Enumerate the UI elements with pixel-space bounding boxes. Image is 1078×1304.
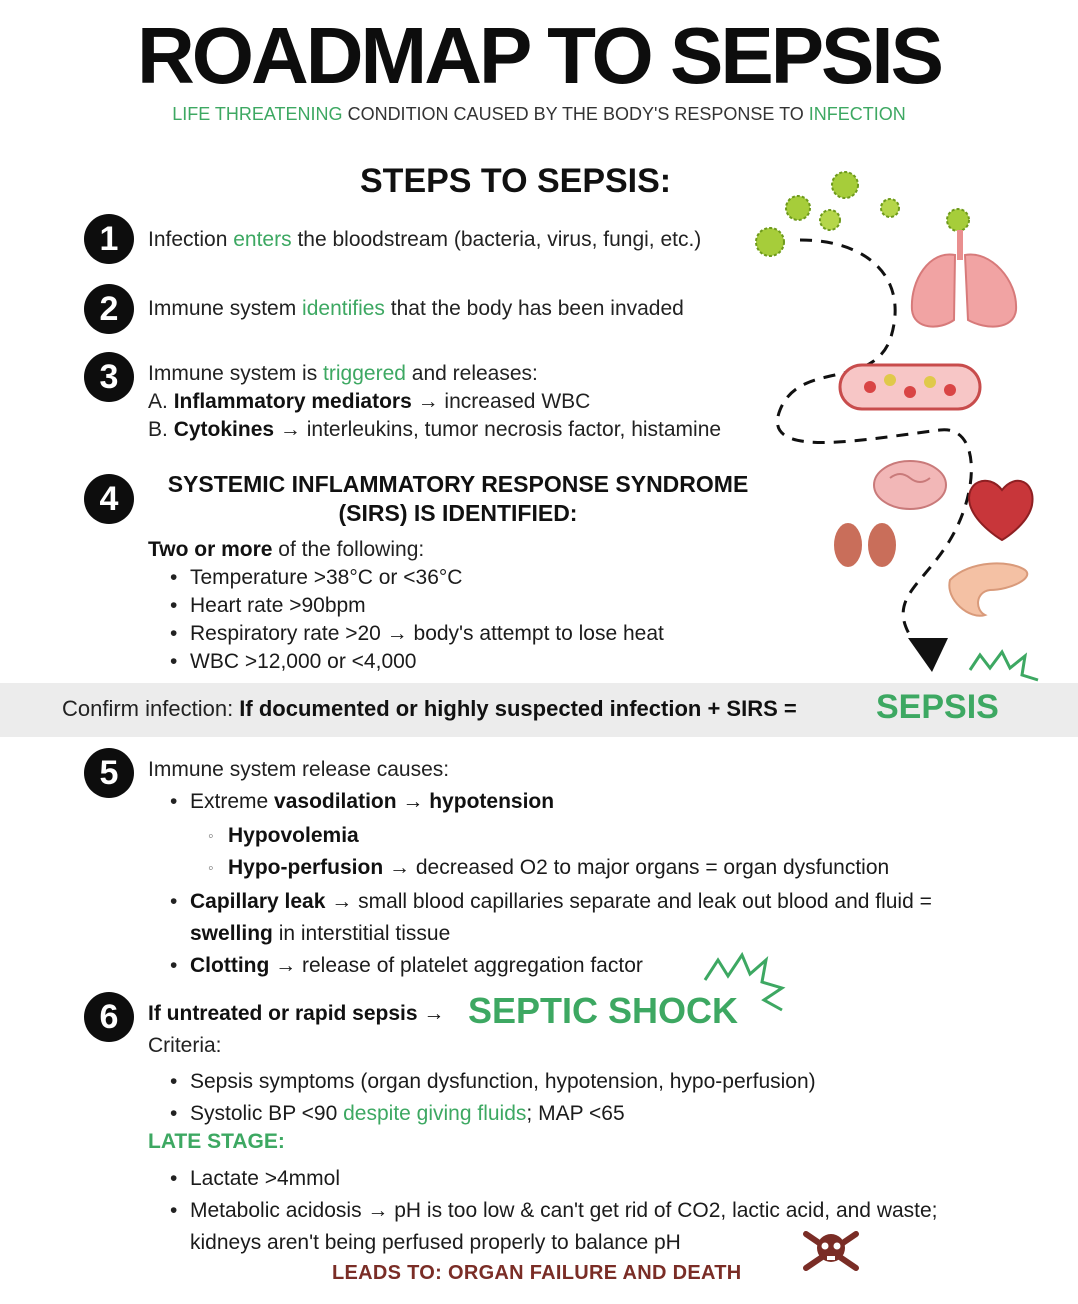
brain-icon xyxy=(874,461,946,509)
list-item: kidneys aren't being perfused properly to balance pH xyxy=(190,1231,681,1254)
step-2-text xyxy=(148,295,684,323)
clotting-bold: Clotting xyxy=(190,954,270,977)
skull-crossbones-icon xyxy=(800,1226,862,1274)
list-item xyxy=(206,820,889,852)
kidneys-icon xyxy=(834,523,896,567)
capillary-leak-bold: Capillary leak xyxy=(190,890,326,913)
sirs-heading-line-1: SYSTEMIC INFLAMMATORY RESPONSE SYNDROME xyxy=(167,471,749,497)
step-6-arrow: → xyxy=(417,1002,445,1025)
step-1-part-b: the bloodstream (bacteria, virus, fungi, etc.) xyxy=(291,228,702,251)
step-3-line-a xyxy=(148,388,590,416)
step-3-text xyxy=(148,360,538,388)
systolic-b: ; MAP <65 xyxy=(526,1102,625,1125)
step-3-line-b-bold: Cytokines xyxy=(173,418,275,441)
step-3-part-a: Immune system is xyxy=(148,362,324,385)
confirm-bold: If documented or highly suspected infection + SIRS = xyxy=(239,696,797,721)
step-3-badge: 3 xyxy=(84,352,134,402)
list-item xyxy=(168,788,554,816)
clotting-rest: → release of platelet aggregation factor xyxy=(269,954,643,977)
list-item xyxy=(168,950,932,982)
step-3-line-b-prefix: B. xyxy=(148,418,174,441)
lungs-icon xyxy=(912,230,1016,327)
list-item: • Sepsis symptoms (organ dysfunction, hypotension, hypo-perfusion) xyxy=(168,1066,816,1098)
list-item: • Metabolic acidosis → pH is too low & can't get rid of CO2, lactic acid, and waste; xyxy=(168,1195,938,1227)
step-4-badge: 4 xyxy=(84,474,134,524)
vasodilation-bold: vasodilation xyxy=(274,790,397,813)
step-1-text xyxy=(148,226,701,254)
criteria-list xyxy=(168,1066,816,1130)
step-5-intro: Immune system release causes: xyxy=(148,758,450,781)
hypo-perfusion-bold: Hypo-perfusion xyxy=(228,856,384,879)
hypotension-bold: hypotension xyxy=(429,790,555,813)
step-3-highlight: triggered xyxy=(323,362,406,385)
step-3-line-a-rest: → increased WBC xyxy=(411,390,591,413)
step-1-highlight: enters xyxy=(233,228,292,251)
list-item xyxy=(168,886,932,918)
list-item xyxy=(168,918,932,950)
systolic-a: Systolic BP <90 xyxy=(190,1102,344,1125)
sirs-heading-line-2: (SIRS) IS IDENTIFIED: xyxy=(338,500,578,526)
vasodilation-arrow: → xyxy=(396,790,430,813)
virus-icon xyxy=(756,172,969,256)
step-2-part-a: Immune system xyxy=(148,297,303,320)
blood-vessel-icon xyxy=(840,365,980,409)
step-1-part-a: Infection xyxy=(148,228,234,251)
step-5-bullets xyxy=(168,788,554,816)
sepsis-label: SEPSIS xyxy=(876,688,999,726)
swelling-rest: in interstitial tissue xyxy=(272,922,451,945)
step-3-part-b: and releases: xyxy=(405,362,538,385)
sirs-criteria-list xyxy=(168,564,664,676)
page-title: ROADMAP TO SEPSIS xyxy=(137,11,941,100)
list-item: • Temperature >38°C or <36°C xyxy=(168,564,664,592)
late-stage-label: LATE STAGE: xyxy=(148,1130,285,1153)
step-2-highlight: identifies xyxy=(302,297,385,320)
list-item xyxy=(206,852,889,884)
step-5-sub-list xyxy=(206,820,889,884)
list-item: • Lactate >4mmol xyxy=(168,1163,938,1195)
confirm-text xyxy=(62,696,797,722)
swelling-bold: swelling xyxy=(190,922,273,945)
step-3-line-a-prefix: A. xyxy=(148,390,174,413)
hypo-perfusion-rest: → decreased O2 to major organs = organ dysfunction xyxy=(383,856,890,879)
step-3-line-b xyxy=(148,416,721,444)
criteria-label: Criteria: xyxy=(148,1034,222,1057)
shock-burst-icon xyxy=(700,950,790,1020)
illustration-path xyxy=(740,160,1070,720)
step-3-line-a-bold: Inflammatory mediators xyxy=(173,390,412,413)
sirs-intro xyxy=(148,536,424,564)
arrow-head-icon xyxy=(908,638,948,672)
subtitle-highlight-infection: INFECTION xyxy=(808,104,906,124)
list-item xyxy=(168,1098,816,1130)
burst-icon xyxy=(970,652,1038,680)
leads-to-text: LEADS TO: ORGAN FAILURE AND DEATH xyxy=(332,1262,742,1284)
pancreas-icon xyxy=(949,563,1027,615)
sirs-heading xyxy=(148,470,768,528)
hypovolemia: Hypovolemia xyxy=(228,824,359,847)
step-5-badge: 5 xyxy=(84,748,134,798)
step-6-intro-bold: If untreated or rapid sepsis xyxy=(148,1002,418,1025)
step-6-badge: 6 xyxy=(84,992,134,1042)
septic-shock-label: SEPTIC SHOCK xyxy=(468,990,739,1031)
step-3-line-b-rest: → interleukins, tumor necrosis factor, histamine xyxy=(274,418,722,441)
sirs-intro-rest: of the following: xyxy=(272,538,425,561)
systolic-highlight: despite giving fluids xyxy=(343,1102,527,1125)
steps-heading: STEPS TO SEPSIS: xyxy=(360,162,672,200)
capillary-leak-rest: → small blood capillaries separate and leak out blood and fluid = xyxy=(325,890,932,913)
step-5-bullets-2 xyxy=(168,886,932,982)
subtitle xyxy=(0,104,1078,125)
vasodilation-pre: Extreme xyxy=(190,790,275,813)
sirs-intro-bold: Two or more xyxy=(148,538,273,561)
heart-icon xyxy=(969,481,1032,540)
list-item: • Respiratory rate >20 → body's attempt to lose heat xyxy=(168,620,664,648)
step-1-badge: 1 xyxy=(84,214,134,264)
subtitle-highlight-life: LIFE THREATENING xyxy=(172,104,343,124)
list-item: • Heart rate >90bpm xyxy=(168,592,664,620)
confirm-prefix: Confirm infection: xyxy=(62,696,240,721)
step-2-part-b: that the body has been invaded xyxy=(384,297,684,320)
step-2-badge: 2 xyxy=(84,284,134,334)
subtitle-middle: CONDITION CAUSED BY THE BODY'S RESPONSE TO xyxy=(342,104,809,124)
step-5-list xyxy=(168,788,554,816)
list-item: • WBC >12,000 or <4,000 xyxy=(168,648,664,676)
step-6-intro xyxy=(148,1000,444,1028)
